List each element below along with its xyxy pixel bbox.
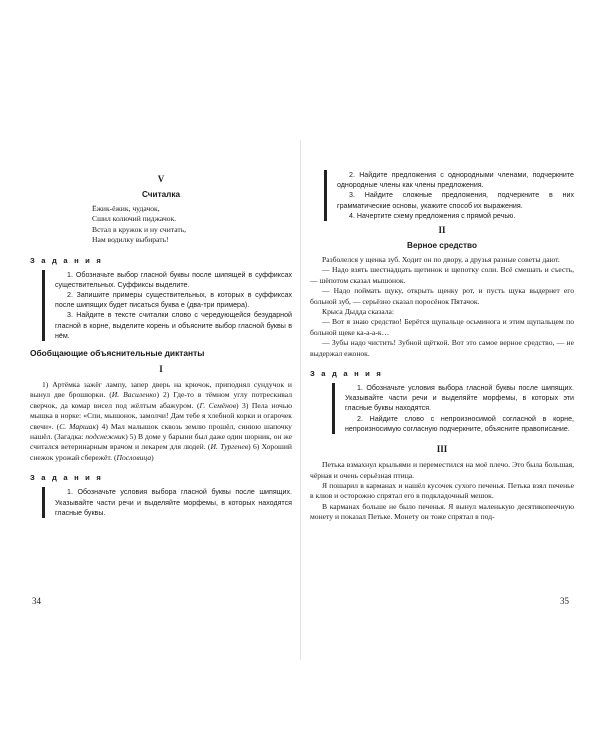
page-number: 34 bbox=[32, 596, 41, 606]
page-fold bbox=[300, 140, 301, 660]
poem-title: Считалка bbox=[141, 190, 180, 199]
section-number-i: I bbox=[159, 364, 163, 375]
story-paragraph: — Надо поймать щуку, открыть щенку рот, и пусть щука выдернет его больной зуб, — серьёзно сказал поросёнок Пятачок. bbox=[310, 286, 574, 306]
poem-line: Ёжик-ёжик, чудачок, bbox=[92, 204, 160, 213]
task-item: 1. Обозначьте выбор гласной буквы после шипящей в суффиксах существительных. Суффиксы выделите. bbox=[55, 270, 292, 289]
author: И. Тургенев bbox=[210, 442, 249, 452]
left-page bbox=[30, 170, 292, 518]
tasks-heading: З а д а н и я bbox=[310, 369, 383, 379]
page-number: 35 bbox=[560, 596, 569, 606]
task-item: 4. Начертите схему предложения с прямой речью. bbox=[349, 211, 516, 220]
task-item: 1. Обозначьте условия выбора гласной буквы после шипящих. Указывайте части речи и выделяйте морфемы, в которых эти гласные буквы находятся. bbox=[345, 384, 574, 413]
story-paragraph: — Надо взять шестнадцать щетинок и щепотку соли. Всё смешать и съесть, — шёпотом сказал мышонок. bbox=[310, 265, 574, 285]
poem-line: Сшил колючий пиджачок. bbox=[92, 214, 177, 224]
dictation-text: 1) Артёмка зажёг лампу, запер дверь на крючок, приподнял сундучок и вынул две брошюрки. (И. Василенко) 2) Где-то в тёмном углу потрескивал сверчок, да комар висел под жёлтым абажуром. (Г. Семёнов) 3) Пела ночью мышка в норке: «Спи, мышонок, замолчи! Дам тебе я хлебной корки и огарочек свечи». (С. Маршак) 4) Мал малышок сквозь землю прошёл, синюю шапочку нашёл. (Загадка: подснежник) 5) В доме у барыни был даже один шорник, он же считался ветеринарным врачом и лекарем для людей. (И. Тургенев) 6) Хороший снежок урожай сбережёт. (Пословица) bbox=[30, 380, 293, 462]
author: И. Василенко bbox=[111, 390, 157, 400]
story-paragraph: Я пошарил в карманах и нашёл кусочек сухого печенья. Петька взял печенье в клюв и осторожно спрятал его в подкладочный мешок. bbox=[310, 480, 574, 501]
tasks-box bbox=[42, 487, 292, 518]
tasks-heading: З а д а н и я bbox=[30, 473, 103, 483]
poem-line: Нам водилку выбирать! bbox=[92, 235, 169, 245]
story-paragraph: В карманах больше не было печенья. Я вынул маленькую десятикопеечную монету и показал Петьке. Монету он тоже спрятал в под- bbox=[310, 501, 574, 522]
story-paragraph: Крыса Дыдда сказала: bbox=[322, 307, 394, 317]
poem-line: Встал в кружок и ну считать, bbox=[92, 224, 187, 234]
poem bbox=[92, 204, 292, 246]
story-paragraph: — Зубы надо чистить! Зубной щёткой. Вот это самое верное средство, — не выдержал ежонок. bbox=[310, 338, 574, 358]
section-number-ii: II bbox=[438, 225, 446, 236]
section-number-iii: III bbox=[436, 444, 448, 455]
tasks-box bbox=[324, 170, 574, 221]
tasks-box bbox=[42, 270, 292, 341]
tasks-heading: З а д а н и я bbox=[30, 255, 103, 265]
right-page bbox=[310, 170, 574, 523]
story-paragraph: Петька взмахнул крыльями и переместился на моё плечо. Это была большая, чёрная и очень серьёзная птица. bbox=[310, 460, 574, 480]
task-item: 1. Обозначьте условия выбора гласной буквы после шипящих. Указывайте части речи и выделяйте морфемы, в которых находятся гласные буквы. bbox=[55, 488, 292, 517]
task-item: 3. Найдите сложные предложения, подчеркните в них грамматические основы, укажите способ их выражения. bbox=[337, 191, 574, 210]
author: Г. Семёнов bbox=[199, 400, 237, 410]
task-item: 2. Найдите предложения с однородными членами, подчеркните однородные члены как члены предложения. bbox=[337, 171, 574, 190]
section-number-v: V bbox=[157, 174, 165, 184]
tasks-box bbox=[332, 383, 574, 434]
story-paragraph: Разболелся у щенка зуб. Ходит он по двору, а друзья разные советы дают. bbox=[322, 255, 560, 265]
author: Пословица bbox=[116, 452, 152, 462]
story-title: Верное средство bbox=[407, 241, 477, 251]
section-heading: Обобщающие объяснительные диктанты bbox=[30, 348, 205, 359]
riddle-answer: подснежник bbox=[85, 432, 126, 442]
story-paragraph: — Вот я знаю средство! Берётся щупальце осьминога и этим щупальцем по больной щеке ка-а-а-к… bbox=[310, 317, 574, 337]
task-item: 2. Найдите слово с непроизносимой согласной в корне, непроизносимую согласную подчеркните, объясните правописание. bbox=[345, 414, 574, 433]
author: С. Маршак bbox=[59, 421, 97, 431]
task-item: 2. Запишите примеры существительных, в которых в суффиксах после шипящих будет писаться буква е (два-три примера). bbox=[55, 291, 292, 310]
task-item: 3. Найдите в тексте считалки слово с чередующейся безударной гласной в корне, выделите корень и объясните выбор гласной буквы в нём. bbox=[55, 311, 292, 340]
